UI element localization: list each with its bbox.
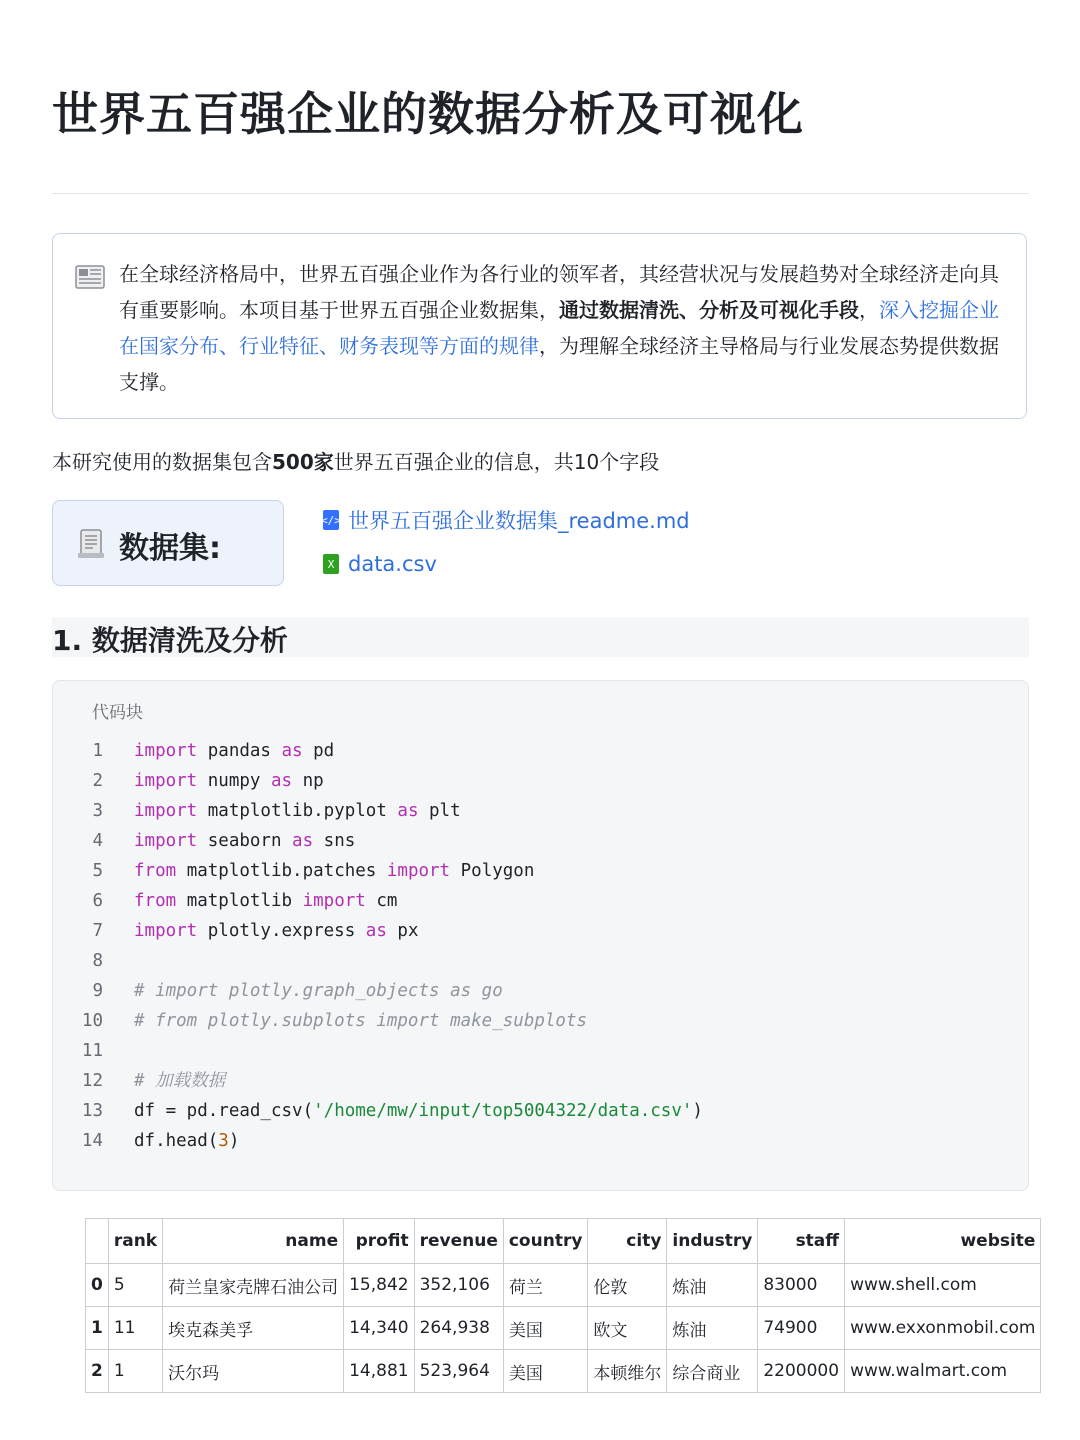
code-block (52, 680, 1029, 1191)
csv-file-link[interactable] (323, 552, 437, 576)
table-row (86, 1350, 1041, 1393)
table-cell: 2200000 (758, 1350, 845, 1393)
table-cell: www.shell.com (845, 1264, 1041, 1307)
divider (52, 193, 1029, 194)
callout-box (52, 233, 1027, 419)
file-name: data.csv (348, 552, 437, 576)
column-header: revenue (414, 1219, 503, 1264)
code-token: as (270, 771, 293, 791)
code-text (134, 1126, 239, 1156)
line-number: 13 (81, 1101, 103, 1121)
table-cell: 沃尔玛 (163, 1350, 344, 1393)
dataset-label: 数据集: (119, 531, 221, 566)
code-token: import (386, 861, 451, 881)
intro-text: 本研究使用的数据集包含 (52, 450, 272, 474)
column-header: website (845, 1219, 1041, 1264)
callout-text-part: 在全球经济格局中，世界五百强企业作为各行业的领军者，其经营状况与发展趋势对全球经济走向具有重要影响。本项目基于世界五百强企业数据集， (119, 262, 999, 322)
intro-paragraph (52, 446, 659, 475)
column-header (86, 1219, 109, 1264)
intro-bold: 500家 (272, 450, 334, 474)
callout-text-part: ， (859, 298, 879, 322)
table-cell: 1 (108, 1350, 162, 1393)
line-number: 8 (92, 951, 103, 971)
table-cell: 523,964 (414, 1350, 503, 1393)
code-token: import (302, 891, 366, 911)
line-number: 4 (92, 831, 103, 851)
code-token: ) (228, 1131, 240, 1151)
line-number: 5 (92, 861, 103, 881)
code-token: matplotlib (176, 891, 303, 911)
code-token: '/home/mw/input/top5004322/data.csv' (313, 1101, 693, 1121)
table-cell: 炼油 (667, 1264, 758, 1307)
line-number: 2 (92, 771, 103, 791)
code-text (134, 766, 324, 796)
table-row (86, 1264, 1041, 1307)
row-index: 0 (86, 1264, 109, 1307)
document-icon (77, 529, 105, 559)
callout-text-part: ，为理解全球经济主导格局与行业发展态势提供数据支撑。 (119, 334, 999, 394)
code-text (134, 856, 534, 886)
table-body (86, 1264, 1041, 1393)
callout-text (119, 256, 999, 400)
table-cell: 264,938 (414, 1307, 503, 1350)
column-header: name (163, 1219, 344, 1264)
column-header: industry (667, 1219, 758, 1264)
table-cell: 14,340 (344, 1307, 414, 1350)
section-heading-text: 1. 数据清洗及分析 (52, 624, 288, 657)
code-text (134, 1006, 587, 1036)
column-header: rank (108, 1219, 162, 1264)
code-token: df = pd.read_csv( (134, 1101, 314, 1121)
code-token: sns (313, 831, 356, 851)
table-cell: www.walmart.com (845, 1350, 1041, 1393)
code-text (134, 1066, 225, 1096)
table-cell: 欧文 (588, 1307, 667, 1350)
table-cell: 83000 (758, 1264, 845, 1307)
table-cell: 伦敦 (588, 1264, 667, 1307)
code-token: import (134, 741, 198, 761)
table-cell: 11 (108, 1307, 162, 1350)
code-token: ) (692, 1101, 703, 1121)
line-number: 3 (92, 801, 103, 821)
table-cell: 本顿维尔 (588, 1350, 667, 1393)
code-token: cm (365, 891, 398, 911)
table-cell: 15,842 (344, 1264, 414, 1307)
table-cell: www.exxonmobil.com (845, 1307, 1041, 1350)
table-cell: 74900 (758, 1307, 845, 1350)
code-token: # import plotly.graph_objects as go (134, 981, 503, 1001)
dataset-callout (52, 500, 284, 586)
table-cell: 埃克森美孚 (163, 1307, 344, 1350)
line-number: 7 (92, 921, 103, 941)
code-token: import (134, 921, 198, 941)
section-heading (52, 617, 1029, 657)
code-text (134, 826, 355, 856)
table-cell: 炼油 (667, 1307, 758, 1350)
line-number: 12 (81, 1071, 103, 1091)
line-number: 6 (92, 891, 103, 911)
code-token: Polygon (450, 861, 535, 881)
code-token: as (292, 831, 314, 851)
callout-bold-text: 通过数据清洗、分析及可视化手段 (559, 298, 859, 322)
code-token: 3 (218, 1131, 229, 1151)
code-token: df.head( (134, 1131, 219, 1151)
callout-link[interactable]: 深入挖掘企业在国家分布、行业特征、财务表现等方面的规律 (119, 298, 999, 358)
newspaper-icon (75, 264, 105, 290)
table-cell: 美国 (503, 1307, 588, 1350)
excel-file-icon: X (323, 554, 339, 574)
code-token: plt (418, 801, 461, 821)
line-number: 10 (81, 1011, 103, 1031)
table-cell: 5 (108, 1264, 162, 1307)
dataframe-table (85, 1218, 1041, 1393)
page-title: 世界五百强企业的数据分析及可视化 (52, 87, 804, 141)
table-cell: 美国 (503, 1350, 588, 1393)
code-text (134, 796, 461, 826)
line-number: 9 (92, 981, 103, 1001)
code-token: # from plotly.subplots import make_subplots (134, 1011, 588, 1031)
code-token: import (134, 831, 198, 851)
column-header: city (588, 1219, 667, 1264)
code-token: from (134, 861, 177, 881)
code-token: matplotlib.patches (176, 861, 387, 881)
table-row (86, 1307, 1041, 1350)
line-number: 11 (81, 1041, 103, 1061)
intro-text: 世界五百强企业的信息，共10个字段 (333, 450, 660, 474)
code-token: plotly.express (197, 921, 366, 941)
code-token: as (365, 921, 387, 941)
code-token: pandas (197, 741, 282, 761)
line-number: 1 (92, 741, 103, 761)
code-token: import (134, 771, 198, 791)
code-text (134, 976, 503, 1006)
code-token: as (281, 741, 303, 761)
row-index: 1 (86, 1307, 109, 1350)
code-token: numpy (197, 771, 271, 791)
code-token: # 加载数据 (134, 1071, 226, 1091)
code-token: as (397, 801, 419, 821)
code-file-icon: </> (323, 510, 339, 530)
column-header: staff (758, 1219, 845, 1264)
code-token: from (134, 891, 177, 911)
code-token: seaborn (197, 831, 293, 851)
code-token: import (134, 801, 198, 821)
code-text (134, 916, 418, 946)
readme-file-link[interactable] (323, 505, 690, 535)
code-token: pd (302, 741, 335, 761)
table-cell: 352,106 (414, 1264, 503, 1307)
code-token: np (292, 771, 324, 791)
table-header-row (86, 1219, 1041, 1264)
table-cell: 荷兰 (503, 1264, 588, 1307)
column-header: country (503, 1219, 588, 1264)
code-text (134, 1096, 703, 1126)
code-token: px (386, 921, 419, 941)
line-number: 14 (81, 1131, 103, 1151)
code-text (134, 736, 334, 766)
row-index: 2 (86, 1350, 109, 1393)
column-header: profit (344, 1219, 414, 1264)
table-cell: 综合商业 (667, 1350, 758, 1393)
code-block-label: 代码块 (92, 703, 143, 723)
table-cell: 14,881 (344, 1350, 414, 1393)
code-text (134, 886, 397, 916)
file-name: 世界五百强企业数据集_readme.md (348, 509, 690, 533)
code-token: matplotlib.pyplot (197, 801, 398, 821)
table-cell: 荷兰皇家壳牌石油公司 (163, 1264, 344, 1307)
